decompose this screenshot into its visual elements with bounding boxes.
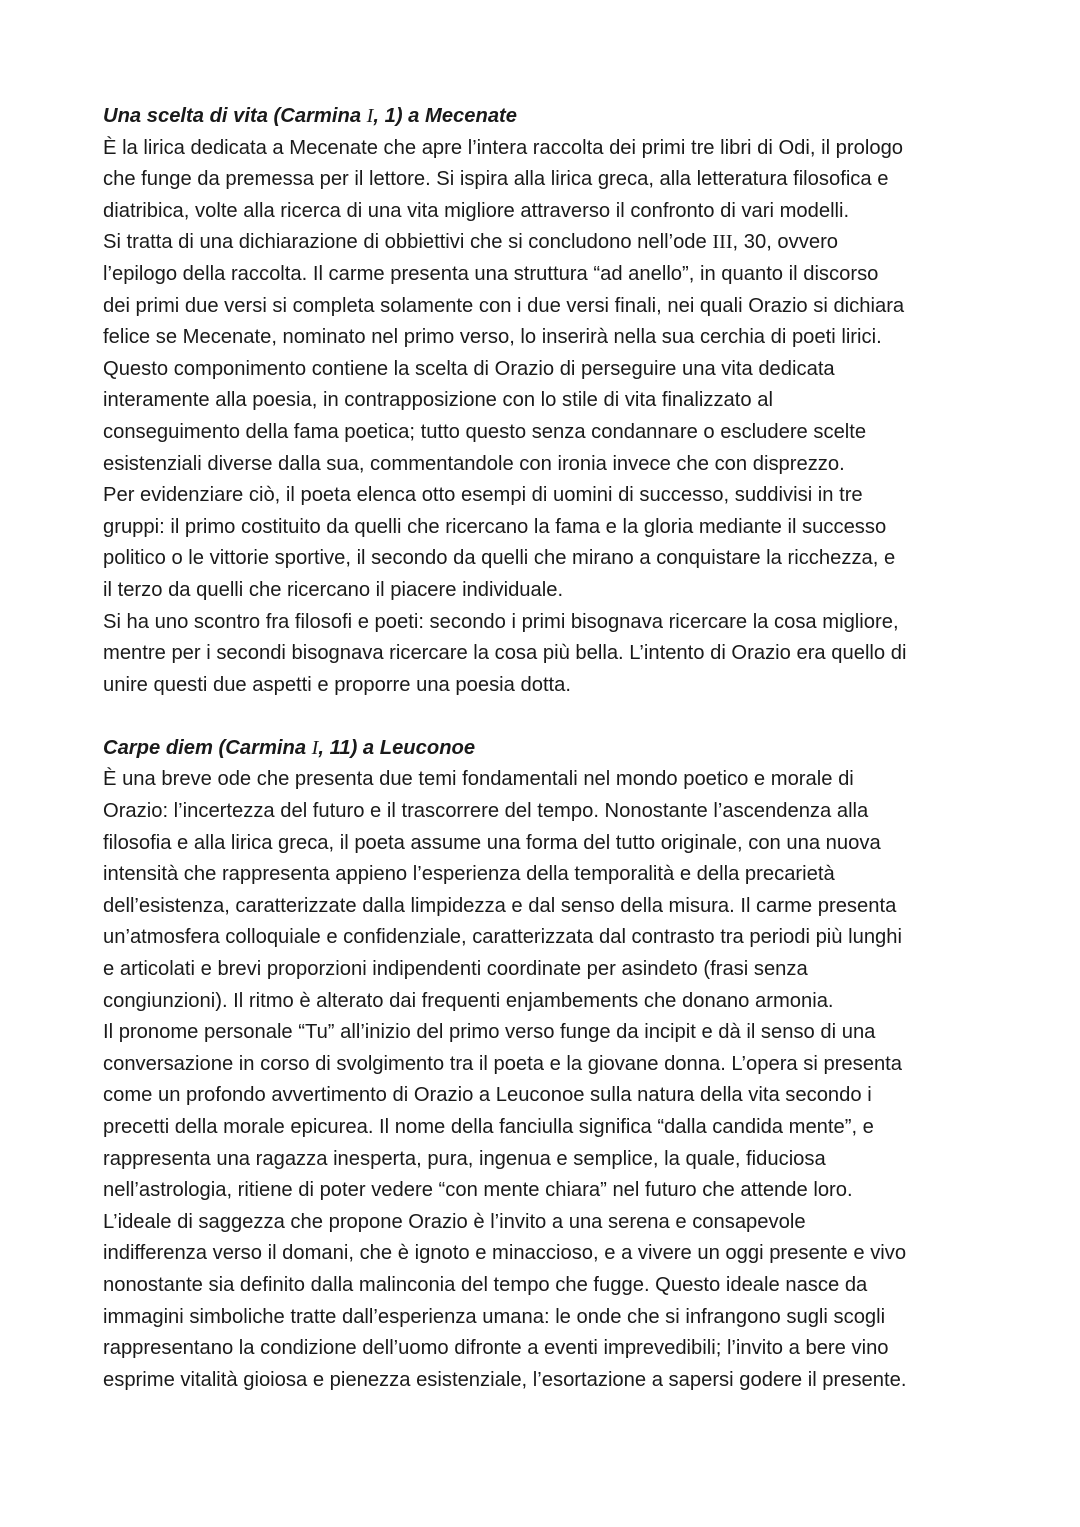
body-line: come un profondo avvertimento di Orazio a Leuconoe sulla natura della vita secondo i xyxy=(103,1084,872,1107)
body-line: gruppi: il primo costituito da quelli che ricercano la fama e la gloria mediante il successo xyxy=(103,515,887,538)
body-line: intensità che rappresenta appieno l’esperienza della temporalità e della precarietà xyxy=(103,863,835,886)
section-body xyxy=(103,764,983,1396)
body-line: congiunzioni). Il ritmo è alterato dai frequenti enjambements che donano armonia. xyxy=(103,989,834,1012)
body-line: Il pronome personale “Tu” all’inizio del primo verso funge da incipit e dà il senso di una xyxy=(103,1021,876,1044)
body-text: , 30, ovvero xyxy=(732,231,839,254)
body-line: immagini simboliche tratte dall’esperienza umana: le onde che si infrangono sugli scogli xyxy=(103,1305,886,1328)
body-line: diatribica, volte alla ricerca di una vita migliore attraverso il confronto di vari modelli. xyxy=(103,199,850,222)
title-roman-numeral: I xyxy=(366,105,374,127)
section-title xyxy=(103,101,983,133)
body-line: interamente alla poesia, in contrapposizione con lo stile di vita finalizzato al xyxy=(103,389,773,412)
section-title xyxy=(103,733,983,765)
body-line: precetti della morale epicurea. Il nome della fanciulla significa “dalla candida mente”, e xyxy=(103,1116,874,1138)
body-line: dei primi due versi si completa solamente con i due versi finali, nei quali Orazio si dichiara xyxy=(103,294,905,317)
section-mecenate xyxy=(103,101,983,701)
body-line: unire questi due aspetti e proporre una poesia dotta. xyxy=(103,673,571,696)
title-text: Una scelta di vita (Carmina xyxy=(103,105,367,127)
section-spacer xyxy=(103,701,983,733)
body-line: l’epilogo della raccolta. Il carme presenta una struttura “ad anello”, in quanto il discorso xyxy=(103,262,879,285)
body-line: È una breve ode che presenta due temi fondamentali nel mondo poetico e morale di xyxy=(103,768,854,791)
body-line: Orazio: l’incertezza del futuro e il trascorrere del tempo. Nonostante l’ascendenza alla xyxy=(103,800,869,823)
ode-roman-numeral: III xyxy=(712,231,733,254)
title-text: Carpe diem (Carmina xyxy=(103,736,312,759)
body-line: che funge da premessa per il lettore. Si ispira alla lirica greca, alla letteratura filosofica e xyxy=(103,168,889,191)
body-line: mentre per i secondi bisognava ricercare la cosa più bella. L’intento di Orazio era quello di xyxy=(103,642,907,665)
section-body xyxy=(103,133,983,702)
body-line: esprime vitalità gioiosa e pienezza esistenziale, l’esortazione a sapersi godere il presente. xyxy=(103,1368,907,1391)
document-page xyxy=(103,101,983,1396)
body-line: rappresenta una ragazza inesperta, pura, ingenua e semplice, la quale, fiduciosa xyxy=(103,1147,826,1170)
body-line: L’ideale di saggezza che propone Orazio è l’invito a una serena e consapevole xyxy=(103,1210,806,1233)
body-line: un’atmosfera colloquiale e confidenziale, caratterizzata dal contrasto tra periodi più lunghi xyxy=(103,926,902,949)
body-line: politico o le vittorie sportive, il secondo da quelli che mirano a conquistare la ricchezza, e xyxy=(103,547,896,570)
body-line: il terzo da quelli che ricercano il piacere individuale. xyxy=(103,578,564,601)
title-text: , 1) a Mecenate xyxy=(373,105,518,127)
body-line: Per evidenziare ciò, il poeta elenca otto esempi di uomini di successo, suddivisi in tre xyxy=(103,484,863,507)
body-text: Si tratta di una dichiarazione di obbiettivi che si concludono nell’ode xyxy=(103,231,713,254)
body-line: È la lirica dedicata a Mecenate che apre l’intera raccolta dei primi tre libri di Odi, il prologo xyxy=(103,136,904,159)
section-leuconoe xyxy=(103,733,983,1396)
body-line: indifferenza verso il domani, che è ignoto e minaccioso, e a vivere un oggi presente e vivo xyxy=(103,1242,907,1265)
title-roman-numeral: I xyxy=(311,736,319,759)
body-line: e articolati e brevi proporzioni indipendenti coordinate per asindeto (frasi senza xyxy=(103,958,808,981)
body-line: nonostante sia definito dalla malinconia del tempo che fugge. Questo ideale nasce da xyxy=(103,1273,868,1296)
body-line: felice se Mecenate, nominato nel primo verso, lo inserirà nella sua cerchia di poeti lirici. xyxy=(103,326,882,349)
body-line: rappresentano la condizione dell’uomo difronte a eventi imprevedibili; l’invito a bere vino xyxy=(103,1337,889,1360)
body-line: filosofia e alla lirica greca, il poeta assume una forma del tutto originale, con una nuova xyxy=(103,831,881,854)
body-line: Questo componimento contiene la scelta di Orazio di perseguire una vita dedicata xyxy=(103,357,835,380)
title-text: , 11) a Leuconoe xyxy=(318,736,476,759)
body-line xyxy=(103,227,983,259)
body-line: conversazione in corso di svolgimento tra il poeta e la giovane donna. L’opera si presenta xyxy=(103,1052,903,1075)
body-line: esistenziali diverse dalla sua, commentandole con ironia invece che con disprezzo. xyxy=(103,452,845,475)
body-line: conseguimento della fama poetica; tutto questo senza condannare o escludere scelte xyxy=(103,420,867,443)
body-line: dell’esistenza, caratterizzate dalla limpidezza e dal senso della misura. Il carme presenta xyxy=(103,894,897,917)
body-line: Si ha uno scontro fra filosofi e poeti: secondo i primi bisognava ricercare la cosa migliore, xyxy=(103,610,899,633)
body-line: nell’astrologia, ritiene di poter vedere “con mente chiara” nel futuro che attende loro. xyxy=(103,1179,853,1202)
